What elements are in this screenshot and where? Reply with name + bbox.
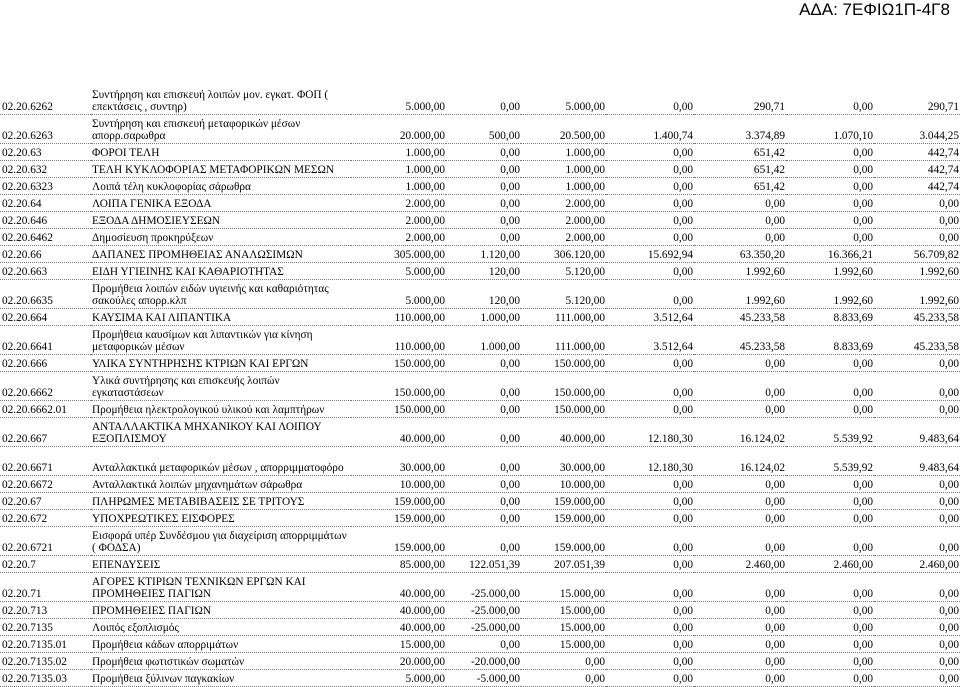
amount-col-5: 45.233,58 xyxy=(694,309,786,326)
account-code: 02.20.667 xyxy=(0,418,91,447)
amount-col-2: 0,00 xyxy=(446,86,521,115)
table-row xyxy=(0,86,960,115)
amount-col-1: 159.000,00 xyxy=(351,527,446,556)
amount-col-1: 305.000,00 xyxy=(351,246,446,263)
account-description: Λοιπός εξοπλισμός xyxy=(91,619,351,636)
amount-col-2: 500,00 xyxy=(446,115,521,144)
account-code: 02.20.6721 xyxy=(0,527,91,556)
amount-col-2: 0,00 xyxy=(446,372,521,401)
amount-col-6: 0,00 xyxy=(786,510,874,527)
amount-col-7: 0,00 xyxy=(874,195,960,212)
account-code: 02.20.7135.03 xyxy=(0,670,91,687)
amount-col-3: 30.000,00 xyxy=(521,447,606,476)
amount-col-5: 0,00 xyxy=(694,527,786,556)
amount-col-2: 0,00 xyxy=(446,493,521,510)
account-description: ΠΛΗΡΩΜΕΣ ΜΕΤΑΒΙΒΑΣΕΙΣ ΣΕ ΤΡΙΤΟΥΣ xyxy=(91,493,351,510)
amount-col-4: 15.692,94 xyxy=(606,246,694,263)
account-code: 02.20.6671 xyxy=(0,447,91,476)
amount-col-7: 9.483,64 xyxy=(874,418,960,447)
amount-col-7: 0,00 xyxy=(874,355,960,372)
amount-col-2: 0,00 xyxy=(446,510,521,527)
amount-col-7: 0,00 xyxy=(874,573,960,602)
amount-col-2: 0,00 xyxy=(446,527,521,556)
amount-col-7: 0,00 xyxy=(874,229,960,246)
amount-col-7: 0,00 xyxy=(874,619,960,636)
table-row xyxy=(0,573,960,602)
amount-col-5: 0,00 xyxy=(694,355,786,372)
amount-col-3: 15.000,00 xyxy=(521,619,606,636)
amount-col-5: 0,00 xyxy=(694,476,786,493)
amount-col-2: 0,00 xyxy=(446,161,521,178)
account-code: 02.20.666 xyxy=(0,355,91,372)
table-row xyxy=(0,556,960,573)
amount-col-5: 45.233,58 xyxy=(694,326,786,355)
table-row xyxy=(0,476,960,493)
amount-col-4: 0,00 xyxy=(606,636,694,653)
amount-col-1: 20.000,00 xyxy=(351,115,446,144)
amount-col-1: 5.000,00 xyxy=(351,86,446,115)
amount-col-1: 110.000,00 xyxy=(351,326,446,355)
table-row xyxy=(0,447,960,476)
ada-identifier: ΑΔΑ: 7ΕΦΙΩ1Π-4Γ8 xyxy=(799,0,950,19)
amount-col-2: -25.000,00 xyxy=(446,573,521,602)
amount-col-6: 0,00 xyxy=(786,619,874,636)
amount-col-5: 290,71 xyxy=(694,86,786,115)
amount-col-4: 0,00 xyxy=(606,161,694,178)
amount-col-7: 0,00 xyxy=(874,510,960,527)
account-description: ΚΑΥΣΙΜΑ ΚΑΙ ΛΙΠΑΝΤΙΚΑ xyxy=(91,309,351,326)
amount-col-5: 0,00 xyxy=(694,573,786,602)
amount-col-3: 150.000,00 xyxy=(521,372,606,401)
amount-col-7: 3.044,25 xyxy=(874,115,960,144)
amount-col-1: 2.000,00 xyxy=(351,212,446,229)
amount-col-4: 0,00 xyxy=(606,280,694,309)
amount-col-2: 0,00 xyxy=(446,212,521,229)
account-description: Υλικά συντήρησης και επισκευής λοιπών εγκαταστάσεων xyxy=(91,372,351,401)
account-code: 02.20.64 xyxy=(0,195,91,212)
amount-col-6: 1.070,10 xyxy=(786,115,874,144)
amount-col-2: 0,00 xyxy=(446,636,521,653)
amount-col-2: -5.000,00 xyxy=(446,670,521,687)
amount-col-3: 159.000,00 xyxy=(521,527,606,556)
amount-col-6: 1.992,60 xyxy=(786,280,874,309)
table-row xyxy=(0,178,960,195)
amount-col-4: 0,00 xyxy=(606,401,694,418)
table-row xyxy=(0,212,960,229)
table-row xyxy=(0,246,960,263)
amount-col-1: 159.000,00 xyxy=(351,493,446,510)
account-description: Ανταλλακτικά μεταφορικών μέσων , απορριμματοφόρο xyxy=(91,447,351,476)
amount-col-7: 0,00 xyxy=(874,670,960,687)
amount-col-4: 12.180,30 xyxy=(606,447,694,476)
amount-col-7: 442,74 xyxy=(874,178,960,195)
amount-col-6: 8.833,69 xyxy=(786,309,874,326)
table-row xyxy=(0,263,960,280)
amount-col-6: 5.539,92 xyxy=(786,418,874,447)
amount-col-5: 3.374,89 xyxy=(694,115,786,144)
table-row xyxy=(0,527,960,556)
amount-col-1: 30.000,00 xyxy=(351,447,446,476)
amount-col-7: 0,00 xyxy=(874,602,960,619)
amount-col-1: 1.000,00 xyxy=(351,178,446,195)
amount-col-2: 0,00 xyxy=(446,229,521,246)
budget-table xyxy=(0,86,960,687)
account-description: Εισφορά υπέρ Συνδέσμου για διαχείριση απορριμμάτων ( ΦΟΔΣΑ) xyxy=(91,527,351,556)
amount-col-3: 5.120,00 xyxy=(521,280,606,309)
amount-col-1: 20.000,00 xyxy=(351,653,446,670)
amount-col-1: 1.000,00 xyxy=(351,144,446,161)
amount-col-7: 45.233,58 xyxy=(874,309,960,326)
amount-col-3: 10.000,00 xyxy=(521,476,606,493)
amount-col-5: 0,00 xyxy=(694,229,786,246)
amount-col-1: 110.000,00 xyxy=(351,309,446,326)
amount-col-7: 0,00 xyxy=(874,636,960,653)
amount-col-3: 111.000,00 xyxy=(521,326,606,355)
amount-col-5: 0,00 xyxy=(694,212,786,229)
amount-col-6: 5.539,92 xyxy=(786,447,874,476)
amount-col-4: 0,00 xyxy=(606,670,694,687)
amount-col-4: 0,00 xyxy=(606,556,694,573)
amount-col-2: 1.000,00 xyxy=(446,309,521,326)
amount-col-5: 63.350,20 xyxy=(694,246,786,263)
amount-col-7: 45.233,58 xyxy=(874,326,960,355)
amount-col-2: 120,00 xyxy=(446,263,521,280)
amount-col-4: 0,00 xyxy=(606,602,694,619)
amount-col-2: 120,00 xyxy=(446,280,521,309)
account-code: 02.20.6662.01 xyxy=(0,401,91,418)
amount-col-4: 0,00 xyxy=(606,573,694,602)
amount-col-5: 0,00 xyxy=(694,372,786,401)
amount-col-7: 0,00 xyxy=(874,212,960,229)
amount-col-6: 0,00 xyxy=(786,653,874,670)
account-description: Ανταλλακτικά λοιπών μηχανημάτων σάρωθρα xyxy=(91,476,351,493)
amount-col-5: 0,00 xyxy=(694,653,786,670)
amount-col-2: 0,00 xyxy=(446,144,521,161)
account-description: Προμήθεια ξύλινων παγκακίων xyxy=(91,670,351,687)
amount-col-3: 159.000,00 xyxy=(521,510,606,527)
account-code: 02.20.6262 xyxy=(0,86,91,115)
table-row xyxy=(0,115,960,144)
account-code: 02.20.63 xyxy=(0,144,91,161)
account-code: 02.20.6462 xyxy=(0,229,91,246)
account-description: ΥΛΙΚΑ ΣΥΝΤΗΡΗΣΗΣ ΚΤΡΙΩΝ ΚΑΙ ΕΡΓΩΝ xyxy=(91,355,351,372)
amount-col-7: 1.992,60 xyxy=(874,280,960,309)
amount-col-4: 0,00 xyxy=(606,527,694,556)
amount-col-5: 0,00 xyxy=(694,401,786,418)
amount-col-7: 0,00 xyxy=(874,493,960,510)
amount-col-2: -25.000,00 xyxy=(446,602,521,619)
amount-col-4: 0,00 xyxy=(606,355,694,372)
account-code: 02.20.6635 xyxy=(0,280,91,309)
account-description: Δημοσίευση προκηρύξεων xyxy=(91,229,351,246)
amount-col-7: 56.709,82 xyxy=(874,246,960,263)
amount-col-1: 150.000,00 xyxy=(351,372,446,401)
table-row xyxy=(0,636,960,653)
amount-col-1: 5.000,00 xyxy=(351,263,446,280)
amount-col-7: 0,00 xyxy=(874,653,960,670)
amount-col-1: 150.000,00 xyxy=(351,401,446,418)
amount-col-4: 3.512,64 xyxy=(606,326,694,355)
amount-col-6: 0,00 xyxy=(786,401,874,418)
account-description: Συντήρηση και επισκευή μεταφορικών μέσων απορρ.σαρωθρα xyxy=(91,115,351,144)
account-code: 02.20.6323 xyxy=(0,178,91,195)
amount-col-3: 40.000,00 xyxy=(521,418,606,447)
table-row xyxy=(0,229,960,246)
amount-col-4: 0,00 xyxy=(606,86,694,115)
amount-col-6: 0,00 xyxy=(786,372,874,401)
amount-col-6: 0,00 xyxy=(786,195,874,212)
table-row xyxy=(0,602,960,619)
amount-col-2: -25.000,00 xyxy=(446,619,521,636)
amount-col-1: 15.000,00 xyxy=(351,636,446,653)
amount-col-6: 0,00 xyxy=(786,573,874,602)
amount-col-3: 15.000,00 xyxy=(521,602,606,619)
account-code: 02.20.66 xyxy=(0,246,91,263)
budget-rows xyxy=(0,86,960,687)
amount-col-7: 0,00 xyxy=(874,476,960,493)
table-row xyxy=(0,670,960,687)
amount-col-7: 9.483,64 xyxy=(874,447,960,476)
amount-col-5: 0,00 xyxy=(694,636,786,653)
account-code: 02.20.6672 xyxy=(0,476,91,493)
amount-col-7: 0,00 xyxy=(874,401,960,418)
amount-col-2: -20.000,00 xyxy=(446,653,521,670)
amount-col-3: 15.000,00 xyxy=(521,573,606,602)
account-code: 02.20.632 xyxy=(0,161,91,178)
table-row xyxy=(0,161,960,178)
account-description: Προμήθεια καυσίμων και λιπαντικών για κίνηση μεταφορικών μέσων xyxy=(91,326,351,355)
amount-col-6: 16.366,21 xyxy=(786,246,874,263)
amount-col-3: 150.000,00 xyxy=(521,355,606,372)
amount-col-5: 0,00 xyxy=(694,619,786,636)
account-description: ΕΙΔΗ ΥΓΙΕΙΝΗΣ ΚΑΙ ΚΑΘΑΡΙΟΤΗΤΑΣ xyxy=(91,263,351,280)
account-code: 02.20.7135.02 xyxy=(0,653,91,670)
amount-col-2: 1.120,00 xyxy=(446,246,521,263)
amount-col-1: 10.000,00 xyxy=(351,476,446,493)
amount-col-6: 0,00 xyxy=(786,161,874,178)
amount-col-4: 0,00 xyxy=(606,178,694,195)
amount-col-3: 159.000,00 xyxy=(521,493,606,510)
table-row xyxy=(0,619,960,636)
amount-col-6: 0,00 xyxy=(786,229,874,246)
amount-col-1: 85.000,00 xyxy=(351,556,446,573)
amount-col-3: 2.000,00 xyxy=(521,212,606,229)
amount-col-2: 0,00 xyxy=(446,355,521,372)
amount-col-4: 0,00 xyxy=(606,263,694,280)
account-code: 02.20.7 xyxy=(0,556,91,573)
amount-col-3: 306.120,00 xyxy=(521,246,606,263)
amount-col-5: 651,42 xyxy=(694,178,786,195)
table-row xyxy=(0,355,960,372)
table-row xyxy=(0,653,960,670)
amount-col-3: 150.000,00 xyxy=(521,401,606,418)
account-code: 02.20.713 xyxy=(0,602,91,619)
account-description: ΕΠΕΝΔΥΣΕΙΣ xyxy=(91,556,351,573)
amount-col-1: 40.000,00 xyxy=(351,602,446,619)
amount-col-1: 1.000,00 xyxy=(351,161,446,178)
amount-col-1: 40.000,00 xyxy=(351,418,446,447)
amount-col-4: 0,00 xyxy=(606,144,694,161)
account-description: ΛΟΙΠΑ ΓΕΝΙΚΑ ΕΞΟΔΑ xyxy=(91,195,351,212)
table-row xyxy=(0,510,960,527)
amount-col-6: 0,00 xyxy=(786,86,874,115)
amount-col-2: 0,00 xyxy=(446,476,521,493)
amount-col-5: 2.460,00 xyxy=(694,556,786,573)
amount-col-4: 0,00 xyxy=(606,476,694,493)
amount-col-6: 0,00 xyxy=(786,355,874,372)
amount-col-3: 5.120,00 xyxy=(521,263,606,280)
amount-col-1: 2.000,00 xyxy=(351,195,446,212)
account-code: 02.20.6641 xyxy=(0,326,91,355)
amount-col-1: 40.000,00 xyxy=(351,573,446,602)
amount-col-4: 0,00 xyxy=(606,212,694,229)
table-row xyxy=(0,144,960,161)
amount-col-5: 0,00 xyxy=(694,195,786,212)
table-row xyxy=(0,309,960,326)
account-code: 02.20.664 xyxy=(0,309,91,326)
amount-col-3: 1.000,00 xyxy=(521,144,606,161)
table-row xyxy=(0,401,960,418)
amount-col-3: 2.000,00 xyxy=(521,229,606,246)
amount-col-7: 442,74 xyxy=(874,161,960,178)
amount-col-2: 0,00 xyxy=(446,401,521,418)
amount-col-1: 159.000,00 xyxy=(351,510,446,527)
account-description: Προμήθεια κάδων απορριμάτων xyxy=(91,636,351,653)
amount-col-4: 0,00 xyxy=(606,510,694,527)
amount-col-3: 111.000,00 xyxy=(521,309,606,326)
account-description: ΑΓΟΡΕΣ ΚΤΙΡΙΩΝ ΤΕΧΝΙΚΩΝ ΕΡΓΩΝ ΚΑΙ ΠΡΟΜΗΘΕΙΕΣ ΠΑΓΙΩΝ xyxy=(91,573,351,602)
amount-col-5: 651,42 xyxy=(694,161,786,178)
table-row xyxy=(0,280,960,309)
amount-col-6: 0,00 xyxy=(786,636,874,653)
account-description: Προμήθεια ηλεκτρολογικού υλικού και λαμπτήρων xyxy=(91,401,351,418)
amount-col-2: 122.051,39 xyxy=(446,556,521,573)
table-row xyxy=(0,493,960,510)
amount-col-1: 150.000,00 xyxy=(351,355,446,372)
amount-col-4: 0,00 xyxy=(606,653,694,670)
account-description: ΑΝΤΑΛΛΑΚΤΙΚΑ ΜΗΧΑΝΙΚΟΥ ΚΑΙ ΛΟΙΠΟΥ ΕΞΟΠΛΙΣΜΟΥ xyxy=(91,418,351,447)
account-description: Συντήρηση και επισκευή λοιπών μον. εγκατ. ΦΟΠ ( επεκτάσεις , συντηρ) xyxy=(91,86,351,115)
account-code: 02.20.7135.01 xyxy=(0,636,91,653)
amount-col-6: 8.833,69 xyxy=(786,326,874,355)
amount-col-6: 0,00 xyxy=(786,476,874,493)
amount-col-2: 0,00 xyxy=(446,195,521,212)
account-description: ΠΡΟΜΗΘΕΙΕΣ ΠΑΓΙΩΝ xyxy=(91,602,351,619)
amount-col-5: 0,00 xyxy=(694,602,786,619)
amount-col-4: 12.180,30 xyxy=(606,418,694,447)
amount-col-2: 1.000,00 xyxy=(446,326,521,355)
amount-col-7: 290,71 xyxy=(874,86,960,115)
account-code: 02.20.646 xyxy=(0,212,91,229)
table-row xyxy=(0,372,960,401)
amount-col-2: 0,00 xyxy=(446,418,521,447)
amount-col-6: 0,00 xyxy=(786,527,874,556)
account-description: ΤΕΛΗ ΚΥΚΛΟΦΟΡΙΑΣ ΜΕΤΑΦΟΡΙΚΩΝ ΜΕΣΩΝ xyxy=(91,161,351,178)
amount-col-7: 2.460,00 xyxy=(874,556,960,573)
amount-col-6: 0,00 xyxy=(786,144,874,161)
amount-col-6: 0,00 xyxy=(786,602,874,619)
amount-col-6: 1.992,60 xyxy=(786,263,874,280)
amount-col-3: 2.000,00 xyxy=(521,195,606,212)
amount-col-5: 0,00 xyxy=(694,510,786,527)
amount-col-6: 0,00 xyxy=(786,670,874,687)
amount-col-1: 2.000,00 xyxy=(351,229,446,246)
account-code: 02.20.7135 xyxy=(0,619,91,636)
amount-col-7: 0,00 xyxy=(874,527,960,556)
amount-col-4: 1.400,74 xyxy=(606,115,694,144)
amount-col-1: 5.000,00 xyxy=(351,670,446,687)
amount-col-3: 0,00 xyxy=(521,653,606,670)
amount-col-5: 1.992,60 xyxy=(694,263,786,280)
amount-col-3: 1.000,00 xyxy=(521,161,606,178)
account-description: ΕΞΟΔΑ ΔΗΜΟΣΙΕΥΣΕΩΝ xyxy=(91,212,351,229)
amount-col-7: 0,00 xyxy=(874,372,960,401)
account-code: 02.20.663 xyxy=(0,263,91,280)
amount-col-5: 16.124,02 xyxy=(694,447,786,476)
account-description: Λοιπά τέλη κυκλοφορίας σάρωθρα xyxy=(91,178,351,195)
amount-col-3: 0,00 xyxy=(521,670,606,687)
amount-col-3: 207.051,39 xyxy=(521,556,606,573)
account-description: Προμήθεια λοιπών ειδών υγιεινής και καθαριότητας σακούλες απορρ.κλπ xyxy=(91,280,351,309)
amount-col-5: 651,42 xyxy=(694,144,786,161)
account-code: 02.20.6263 xyxy=(0,115,91,144)
amount-col-4: 0,00 xyxy=(606,229,694,246)
amount-col-3: 20.500,00 xyxy=(521,115,606,144)
amount-col-3: 1.000,00 xyxy=(521,178,606,195)
table-row xyxy=(0,418,960,447)
amount-col-3: 15.000,00 xyxy=(521,636,606,653)
amount-col-5: 16.124,02 xyxy=(694,418,786,447)
account-code: 02.20.6662 xyxy=(0,372,91,401)
amount-col-4: 3.512,64 xyxy=(606,309,694,326)
amount-col-7: 442,74 xyxy=(874,144,960,161)
amount-col-6: 0,00 xyxy=(786,212,874,229)
account-code: 02.20.71 xyxy=(0,573,91,602)
amount-col-3: 5.000,00 xyxy=(521,86,606,115)
amount-col-6: 2.460,00 xyxy=(786,556,874,573)
amount-col-5: 1.992,60 xyxy=(694,280,786,309)
account-code: 02.20.672 xyxy=(0,510,91,527)
account-description: Προμήθεια φωτιστικών σωματών xyxy=(91,653,351,670)
amount-col-4: 0,00 xyxy=(606,195,694,212)
amount-col-1: 40.000,00 xyxy=(351,619,446,636)
table-row xyxy=(0,195,960,212)
account-description: ΥΠΟΧΡΕΩΤΙΚΕΣ ΕΙΣΦΟΡΕΣ xyxy=(91,510,351,527)
amount-col-7: 1.992,60 xyxy=(874,263,960,280)
account-description: ΔΑΠΑΝΕΣ ΠΡΟΜΗΘΕΙΑΣ ΑΝΑΛΩΣΙΜΩΝ xyxy=(91,246,351,263)
account-description: ΦΟΡΟΙ ΤΕΛΗ xyxy=(91,144,351,161)
amount-col-2: 0,00 xyxy=(446,447,521,476)
amount-col-4: 0,00 xyxy=(606,372,694,401)
amount-col-4: 0,00 xyxy=(606,493,694,510)
amount-col-5: 0,00 xyxy=(694,670,786,687)
amount-col-6: 0,00 xyxy=(786,178,874,195)
amount-col-1: 5.000,00 xyxy=(351,280,446,309)
amount-col-6: 0,00 xyxy=(786,493,874,510)
amount-col-4: 0,00 xyxy=(606,619,694,636)
account-code: 02.20.67 xyxy=(0,493,91,510)
amount-col-2: 0,00 xyxy=(446,178,521,195)
amount-col-5: 0,00 xyxy=(694,493,786,510)
table-row xyxy=(0,326,960,355)
